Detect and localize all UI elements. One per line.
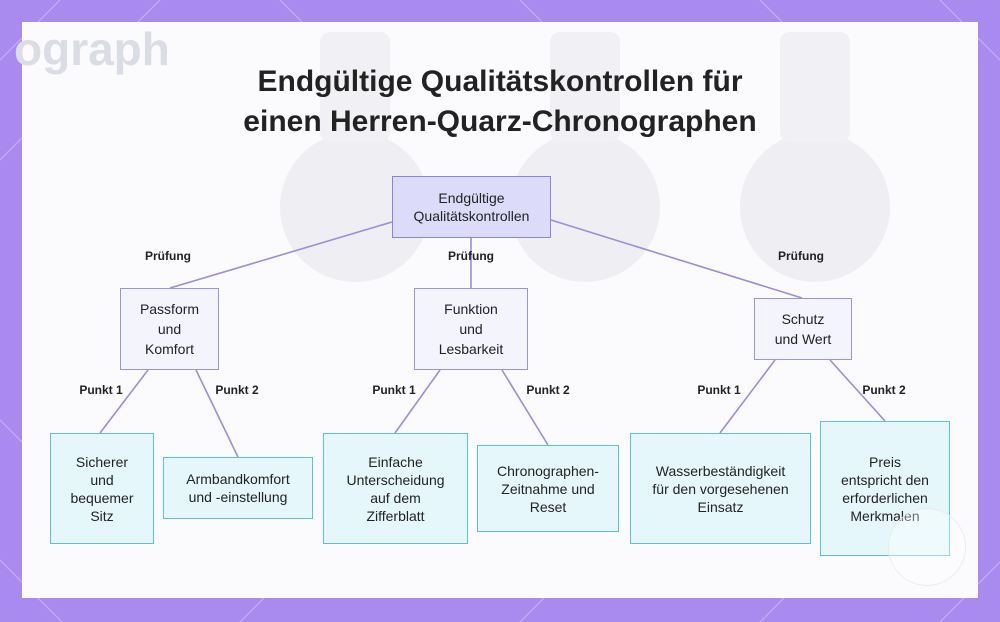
leaf-node-wasser bbox=[630, 433, 811, 544]
branch-node-label: Schutz und Wert bbox=[774, 311, 832, 347]
edge-label-pruefung: Prüfung bbox=[448, 249, 494, 263]
leaf-node-label: Armbandkomfort und -einstellung bbox=[186, 471, 290, 505]
branch-node-schutz bbox=[754, 298, 852, 360]
root-node bbox=[392, 176, 551, 238]
edge-label-punkt-1: Punkt 1 bbox=[697, 383, 741, 397]
edge-funktion-p1 bbox=[395, 370, 440, 433]
leaf-node-armband bbox=[163, 457, 313, 519]
edge-label-punkt-1: Punkt 1 bbox=[372, 383, 416, 397]
branch-node-funktion bbox=[414, 288, 528, 370]
leaf-node-sitz bbox=[50, 433, 154, 544]
title-line-1: Endgültige Qualitätskontrollen für bbox=[257, 65, 743, 98]
leaf-node-label: Preis entspricht den erforderlichen Merkmalen bbox=[841, 453, 929, 524]
edge-label-punkt-2: Punkt 2 bbox=[526, 383, 570, 397]
edge-funktion-p2 bbox=[502, 370, 548, 445]
leaf-node-zifferblatt bbox=[323, 433, 468, 544]
leaf-node-label: Chronographen-Zeitnahme und Reset bbox=[497, 462, 599, 515]
branch-node-label: Passform und Komfort bbox=[139, 301, 200, 357]
logo-seal-icon bbox=[888, 508, 966, 586]
leaf-node-label: Wasserbeständigkeit für den vorgesehenen Einsatz bbox=[652, 462, 789, 515]
edge-label-pruefung: Prüfung bbox=[778, 249, 824, 263]
title-line-2: einen Herren-Quarz-Chronographen bbox=[243, 105, 757, 138]
edge-root-passform bbox=[170, 222, 392, 288]
branch-node-label: Funktion und Lesbarkeit bbox=[438, 301, 504, 357]
leaf-node-label: Sicherer und bequemer Sitz bbox=[70, 453, 134, 524]
edge-label-pruefung: Prüfung bbox=[145, 249, 191, 263]
edge-root-schutz bbox=[551, 220, 802, 298]
leaf-node-chronograph bbox=[477, 445, 619, 532]
branch-node-passform bbox=[120, 288, 219, 370]
edge-label-punkt-2: Punkt 2 bbox=[862, 383, 906, 397]
edge-label-punkt-1: Punkt 1 bbox=[79, 383, 123, 397]
edge-label-punkt-2: Punkt 2 bbox=[215, 383, 259, 397]
leaf-node-label: Einfache Unterscheidung auf dem Zifferblatt bbox=[346, 453, 445, 524]
root-node-label: Endgültige Qualitätskontrollen bbox=[413, 190, 530, 224]
background-watermark: ograph bbox=[14, 23, 170, 75]
edge-passform-p1 bbox=[100, 370, 148, 433]
